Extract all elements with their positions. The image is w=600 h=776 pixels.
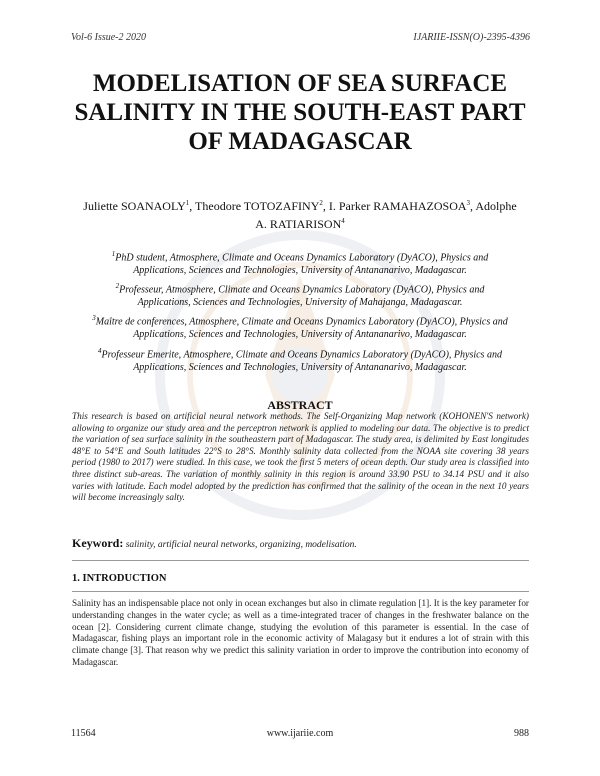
abstract-text: This research is based on artificial neural network methods. The Self-Organizing Map network (KOHONEN'S network) allowing to organize our study area and the perceptron network is applied to modeling our data. The objective is to predict the variation of sea surface salinity in the southeastern part of Madagascar. The study area, is delimited by East longitudes 48°E to 54°E and South latitudes 22°S to 28°S. Monthly salinity data collected from the NOAA site covering 38 years period (1980 to 2017) were studied. In this case, we took the first 5 meters of ocean depth. Our study area is classified into three distinct sub-areas. The variation of monthly salinity in this region is around 33.90 PSU to 34.14 PSU and it also varies with latitude. Each model adopted by the prediction has confirmed that the salinity of the ocean in the next 10 years will become increasingly salty. <box>72 411 529 503</box>
author-superscript: 1 <box>185 199 190 207</box>
section-divider <box>72 560 529 561</box>
keywords-label: Keyword: <box>72 536 124 550</box>
header-issn: IJARIIE-ISSN(O)-2395-4396 <box>413 32 530 43</box>
affiliation-4: $^4$Professeur Emerite, Atmosphere, Climate and Oceans Dynamics Laboratory (DyACO), Physics and Applications, Sciences and Technologies, University of Antananarivo, Madagascar. <box>98 347 502 373</box>
author-name: , Theodore TOTOZAFINY <box>189 199 320 213</box>
header-volume: Vol-6 Issue-2 2020 <box>71 32 146 43</box>
author-name: , I. Parker RAMAHAZOSOA <box>322 199 467 213</box>
affiliation-1: $^1$PhD student, Atmosphere, Climate and Oceans Dynamics Laboratory (DyACO), Physics and Applications, Sciences and Technologies, University of Antananarivo, Madagascar. <box>111 250 489 276</box>
author-superscript: 3 <box>466 199 471 207</box>
author-list <box>80 196 520 232</box>
keywords-text: salinity, artificial neural networks, organizing, modelisation. <box>123 540 357 550</box>
author-superscript: 2 <box>319 199 323 207</box>
author-superscript: 4 <box>341 217 345 225</box>
author-name: , Adolphe A. RATIARISON <box>255 199 517 231</box>
footer-website: www.ijariie.com <box>266 728 334 739</box>
paper-title: MODELISATION OF SEA SURFACE SALINITY IN THE SOUTH-EAST PART OF MADAGASCAR <box>74 70 526 155</box>
footer-page-number: 988 <box>514 728 529 739</box>
introduction-text: Salinity has an indispensable place not only in ocean exchanges but also in climate regulation [1]. It is the key parameter for understanding changes in the water cycle; as well as a time-integrated tracer of changes in the freshwater balance on the ocean [2]. Considering current climate change, studying the evolution of this parameter is essential. In the case of Madagascar, fishing plays an important role in the economic activity of Malagasy but it endures a lot of strain with this climate change [3]. That reason why we predict this salinity variation in order to improve the contribution into economy of Madagascar. <box>72 598 529 667</box>
abstract-heading: ABSTRACT <box>267 398 333 412</box>
section-divider <box>72 591 529 592</box>
author-name: Juliette SOANAOLY <box>83 199 186 213</box>
footer-paper-id: 11564 <box>71 728 96 739</box>
keywords-line <box>72 536 529 551</box>
affiliation-3: $^3$Maître de conferences, Atmosphere, Climate and Oceans Dynamics Laboratory (DyACO), Physics and Applications, Sciences and Technologies, University of Antananarivo, Madagascar. <box>92 314 508 340</box>
introduction-heading: 1. INTRODUCTION <box>72 573 167 584</box>
affiliation-2: $^2$Professeur, Atmosphere, Climate and Oceans Dynamics Laboratory (DyACO), Physics and Applications, Sciences and Technologies, University of Mahajanga, Madagascar. <box>115 282 485 308</box>
